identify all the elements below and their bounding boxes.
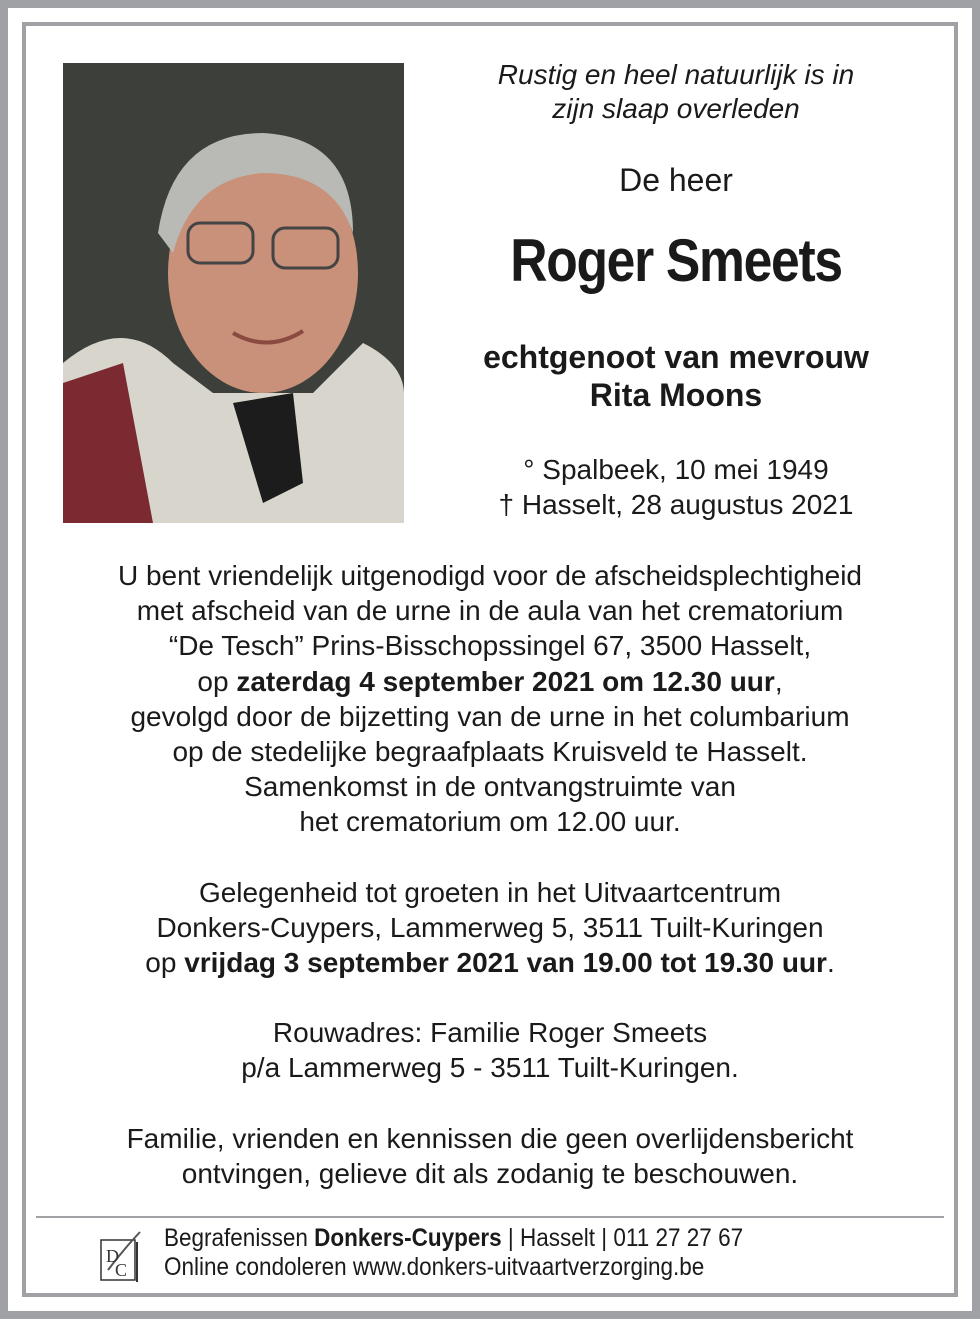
intro-text	[426, 58, 926, 126]
text-line: met afscheid van de urne in de aula van het crematorium	[136, 595, 844, 627]
visitation-datetime: vrijdag 3 september 2021 van 19.00 tot 19.30 uur	[184, 947, 827, 979]
footer-line-1	[164, 1224, 743, 1253]
company-name: Donkers-Cuypers	[314, 1224, 502, 1252]
funeral-home-logo	[98, 1230, 142, 1282]
ceremony-datetime: zaterdag 4 september 2021 om 12.30 uur	[236, 665, 775, 697]
text-line: p/a Lammerweg 5 - 3511 Tuilt-Kuringen.	[241, 1052, 739, 1084]
text-line: Rouwadres: Familie Roger Smeets	[272, 1017, 708, 1049]
text-line: .	[826, 947, 835, 979]
text-line: Donkers-Cuypers, Lammerweg 5, 3511 Tuilt-Kuringen	[156, 911, 824, 943]
text-line: “De Tesch” Prins-Bisschopssingel 67, 3500 Hasselt,	[168, 630, 812, 662]
text-line: Samenkomst in de ontvangstruimte van	[244, 771, 736, 803]
deceased-name: Roger Smeets	[510, 227, 842, 294]
notice-sheet	[8, 8, 972, 1311]
text: | Hasselt | 011 27 27 67	[501, 1224, 744, 1252]
svg-text:D: D	[106, 1246, 119, 1266]
honorific: De heer	[619, 162, 733, 198]
text-line: het crematorium om 12.00 uur.	[299, 806, 681, 838]
text-line: U bent vriendelijk uitgenodigd voor de afscheidsplechtigheid	[117, 560, 863, 591]
text: Begrafenissen	[164, 1224, 315, 1252]
spouse-line: echtgenoot van mevrouw	[483, 339, 869, 375]
footer-divider	[36, 1216, 944, 1218]
text-line: op	[197, 665, 237, 697]
online-condolence-link[interactable]: Online condoleren www.donkers-uitvaartverzorging.be	[164, 1253, 705, 1281]
text-line: Gelegenheid tot groeten in het Uitvaartcentrum	[198, 876, 782, 908]
visitation-paragraph	[26, 875, 954, 981]
portrait-photo	[63, 63, 404, 523]
notice-body	[26, 558, 954, 1226]
spouse-name: Rita Moons	[589, 377, 763, 413]
notice-frame	[22, 22, 958, 1297]
life-dates	[426, 452, 926, 522]
text-line: gevolgd door de bijzetting van de urne in het columbarium	[130, 700, 850, 732]
closing-paragraph	[26, 1121, 954, 1191]
svg-text:C: C	[115, 1260, 128, 1280]
intro-line: Rustig en heel natuurlijk is in	[497, 59, 855, 90]
intro-line: zijn slaap overleden	[552, 93, 800, 124]
birth-date: ° Spalbeek, 10 mei 1949	[523, 454, 829, 485]
text-line: ontvingen, gelieve dit als zodanig te beschouwen.	[181, 1157, 799, 1189]
footer-text	[164, 1224, 743, 1282]
death-date: † Hasselt, 28 augustus 2021	[498, 489, 854, 520]
address-paragraph	[26, 1015, 954, 1085]
text-line: op de stedelijke begraafplaats Kruisveld te Hasselt.	[172, 736, 808, 768]
ceremony-paragraph	[26, 558, 954, 840]
text-line: Familie, vrienden en kennissen die geen overlijdensbericht	[126, 1122, 854, 1154]
text-line: ,	[774, 665, 783, 697]
spouse-info	[426, 338, 926, 414]
text-line: op	[145, 947, 185, 979]
